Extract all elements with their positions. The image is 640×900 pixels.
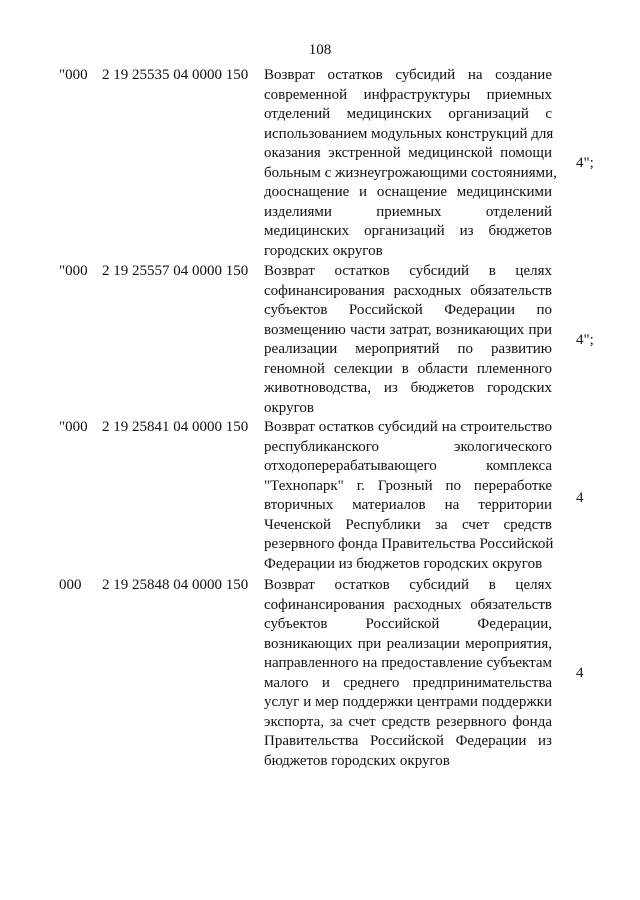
description-line: использованием модульных конструкций для	[264, 125, 554, 142]
description-line: Возврат остатков субсидий в целях	[264, 263, 552, 279]
description-line: вторичных материалов на территории	[264, 497, 552, 513]
description-line: направленного на предоставление субъектам	[264, 655, 552, 671]
description-line: животноводства, из бюджетов городских	[264, 380, 552, 396]
description-line: геномной селекции в области племенного	[264, 360, 552, 377]
description-line: реализации мероприятий по развитию	[264, 341, 552, 357]
description-line: резервного фонда Правительства Российской	[264, 536, 554, 552]
description-line: Возврат остатков субсидий в целях	[264, 577, 552, 593]
page-number: 108	[308, 42, 332, 58]
description-line: округов	[264, 399, 314, 416]
row-description	[264, 418, 552, 574]
description-line: Правительства Российской Федерации из	[264, 733, 552, 749]
description-line: субъектов Российской Федерации по	[264, 302, 552, 318]
row-description	[264, 262, 552, 418]
budget-code: 2 19 25535 04 0000 150	[102, 67, 249, 83]
description-line: изделиями приемных отделений	[264, 203, 552, 220]
description-line: Федерации из бюджетов городских округов	[264, 555, 543, 572]
row-prefix: "000	[59, 263, 88, 279]
description-line: бюджетов городских округов	[264, 752, 450, 769]
description-line: оказания экстренной медицинской помощи	[264, 145, 552, 161]
description-line: медицинских организаций из бюджетов	[264, 223, 552, 239]
description-line: софинансирования расходных обязательств	[264, 596, 552, 613]
description-line: экспорта, за счет средств резервного фонда	[264, 713, 552, 730]
description-line: "Технопарк" г. Грозный по переработке	[264, 477, 552, 494]
row-prefix: 000	[59, 577, 82, 593]
row-value: 4	[576, 490, 584, 506]
row-value: 4";	[576, 155, 594, 171]
description-line: возникающих при реализации мероприятия,	[264, 635, 552, 652]
row-prefix: "000	[59, 67, 88, 83]
description-line: дооснащение и оснащение медицинскими	[264, 184, 552, 200]
budget-code: 2 19 25848 04 0000 150	[102, 577, 249, 593]
description-line: республиканского экологического	[264, 438, 552, 455]
description-line: городских округов	[264, 242, 383, 259]
row-value: 4";	[576, 332, 594, 348]
description-line: возмещению части затрат, возникающих при	[264, 321, 552, 338]
description-line: субъектов Российской Федерации,	[264, 616, 552, 632]
description-line: отделений медицинских организаций с	[264, 106, 552, 122]
description-line: Возврат остатков субсидий на строительство	[264, 419, 552, 435]
row-prefix: "000	[59, 419, 88, 435]
description-line: софинансирования расходных обязательств	[264, 282, 552, 299]
budget-code: 2 19 25841 04 0000 150	[102, 419, 249, 435]
description-line: больным с жизнеугрожающими состояниями,	[264, 164, 557, 181]
row-description	[264, 576, 552, 771]
description-line: современной инфраструктуры приемных	[264, 86, 552, 103]
budget-code: 2 19 25557 04 0000 150	[102, 263, 249, 279]
description-line: Чеченской Республики за счет средств	[264, 516, 552, 533]
description-line: Возврат остатков субсидий на создание	[264, 67, 552, 83]
row-value: 4	[576, 665, 584, 681]
description-line: услуг и мер поддержки центрами поддержки	[264, 694, 552, 710]
description-line: малого и среднего предпринимательства	[264, 674, 552, 691]
description-line: отходоперерабатывающего комплекса	[264, 458, 552, 474]
row-description	[264, 66, 557, 261]
